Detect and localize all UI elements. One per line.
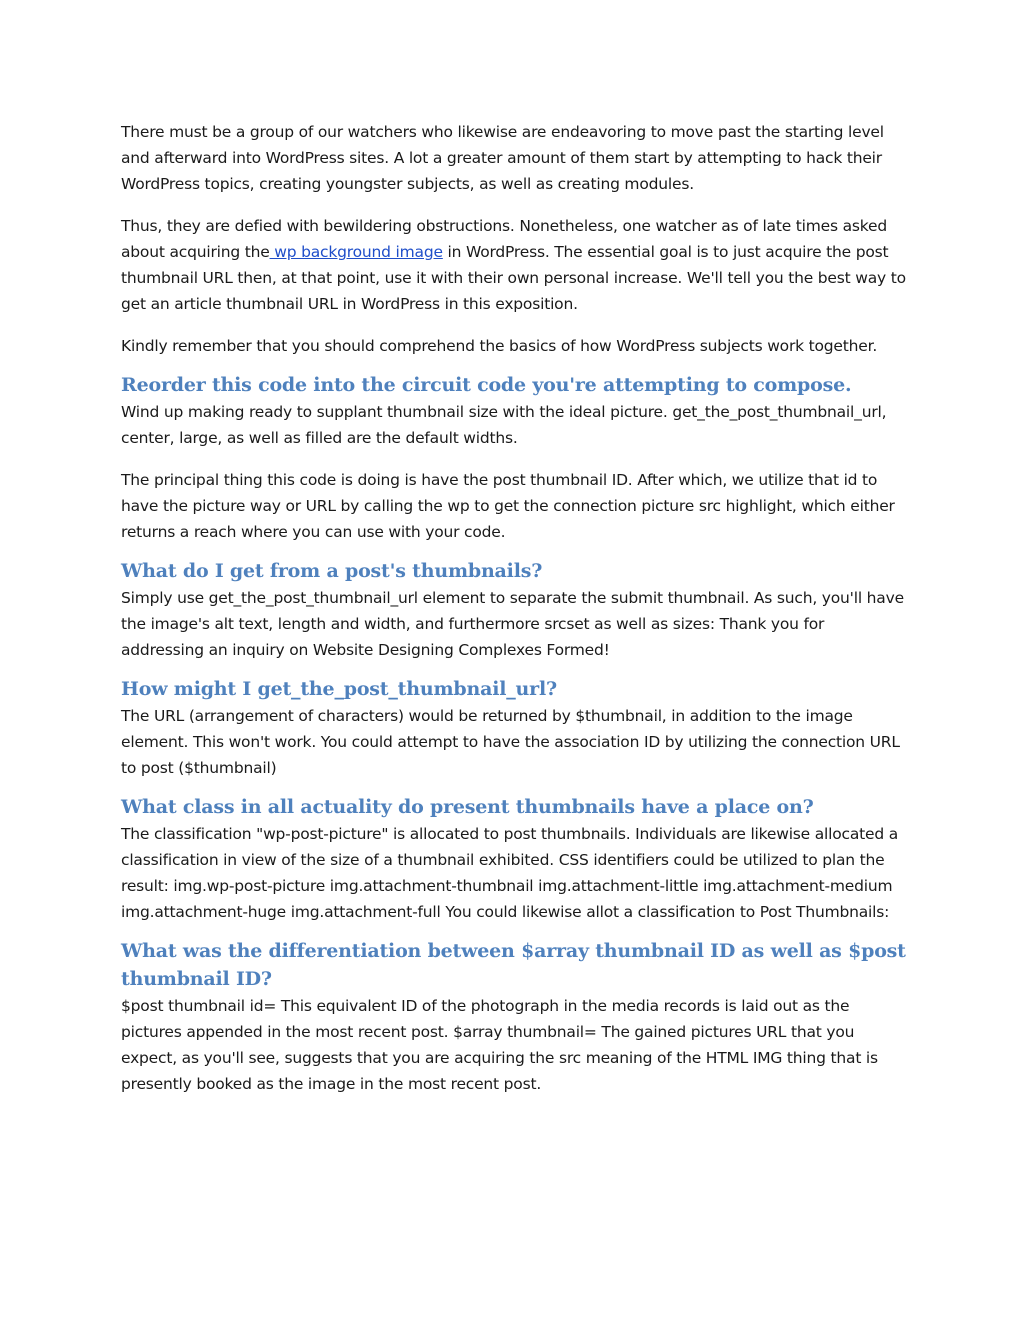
intro-paragraph-3: Kindly remember that you should comprehend the basics of how WordPress subjects work together. [121,337,878,355]
intro-paragraph-2-text-after: in WordPress. The essential goal is to just acquire the post thumbnail URL then, at that point, use it with their own personal increase. We'll tell you the best way to get an article thumbnail URL in WordPress in this exposition. [121,243,906,313]
section-paragraph: The principal thing this code is doing is have the post thumbnail ID. After which, we utilize that id to have the picture way or URL by calling the wp to get the connection picture src highlight, which either returns a reach where you can use with your code. [121,471,895,541]
intro-paragraph-2 [121,213,907,317]
intro-paragraph-1: There must be a group of our watchers who likewise are endeavoring to move past the starting level and afterward into WordPress sites. A lot a greater amount of them start by attempting to hack their WordPress topics, creating youngster subjects, as well as creating modules. [121,123,884,193]
document-page [121,119,907,1113]
section-paragraph: The classification "wp-post-picture" is allocated to post thumbnails. Individuals are likewise allocated a classification in view of the size of a thumbnail exhibited. CSS identifiers could be utilized to plan the result: img.wp-post-picture img.attachment-thumbnail img.attachment-little img.attachment-medium img.attachment-huge img.attachment-full You could likewise allot a classification to Post Thumbnails: [121,825,899,921]
wp-background-image-link[interactable]: wp background image [269,243,443,261]
section-paragraph: $post thumbnail id= This equivalent ID of the photograph in the media records is laid out as the pictures appended in the most recent post. $array thumbnail= The gained pictures URL that you expect, as you'll see, suggests that you are acquiring the src meaning of the HTML IMG thing that is presently booked as the image in the most recent post. [121,997,878,1093]
section-heading-how-might-i-get-url: How might I get_the_post_thumbnail_url? [121,678,557,700]
section-heading-what-class: What class in all actuality do present thumbnails have a place on? [121,796,814,818]
section-heading-differentiation: What was the differentiation between $array thumbnail ID as well as $post thumbnail ID? [121,940,906,990]
section-paragraph: The URL (arrangement of characters) would be returned by $thumbnail, in addition to the image element. This won't work. You could attempt to have the association ID by utilizing the connection URL to post ($thumbnail) [121,707,900,777]
section-heading-reorder-code: Reorder this code into the circuit code you're attempting to compose. [121,374,852,396]
intro-paragraph-2-text-before: Thus, they are defied with bewildering obstructions. Nonetheless, one watcher as of late times asked about acquiring the [121,217,887,261]
section-paragraph: Simply use get_the_post_thumbnail_url element to separate the submit thumbnail. As such, you'll have the image's alt text, length and width, and furthermore srcset as well as sizes: Thank you for addressing an inquiry on Website Designing Complexes Formed! [121,589,904,659]
section-paragraph: Wind up making ready to supplant thumbnail size with the ideal picture. get_the_post_thumbnail_url, center, large, as well as filled are the default widths. [121,403,887,447]
section-heading-what-do-i-get: What do I get from a post's thumbnails? [121,560,543,582]
